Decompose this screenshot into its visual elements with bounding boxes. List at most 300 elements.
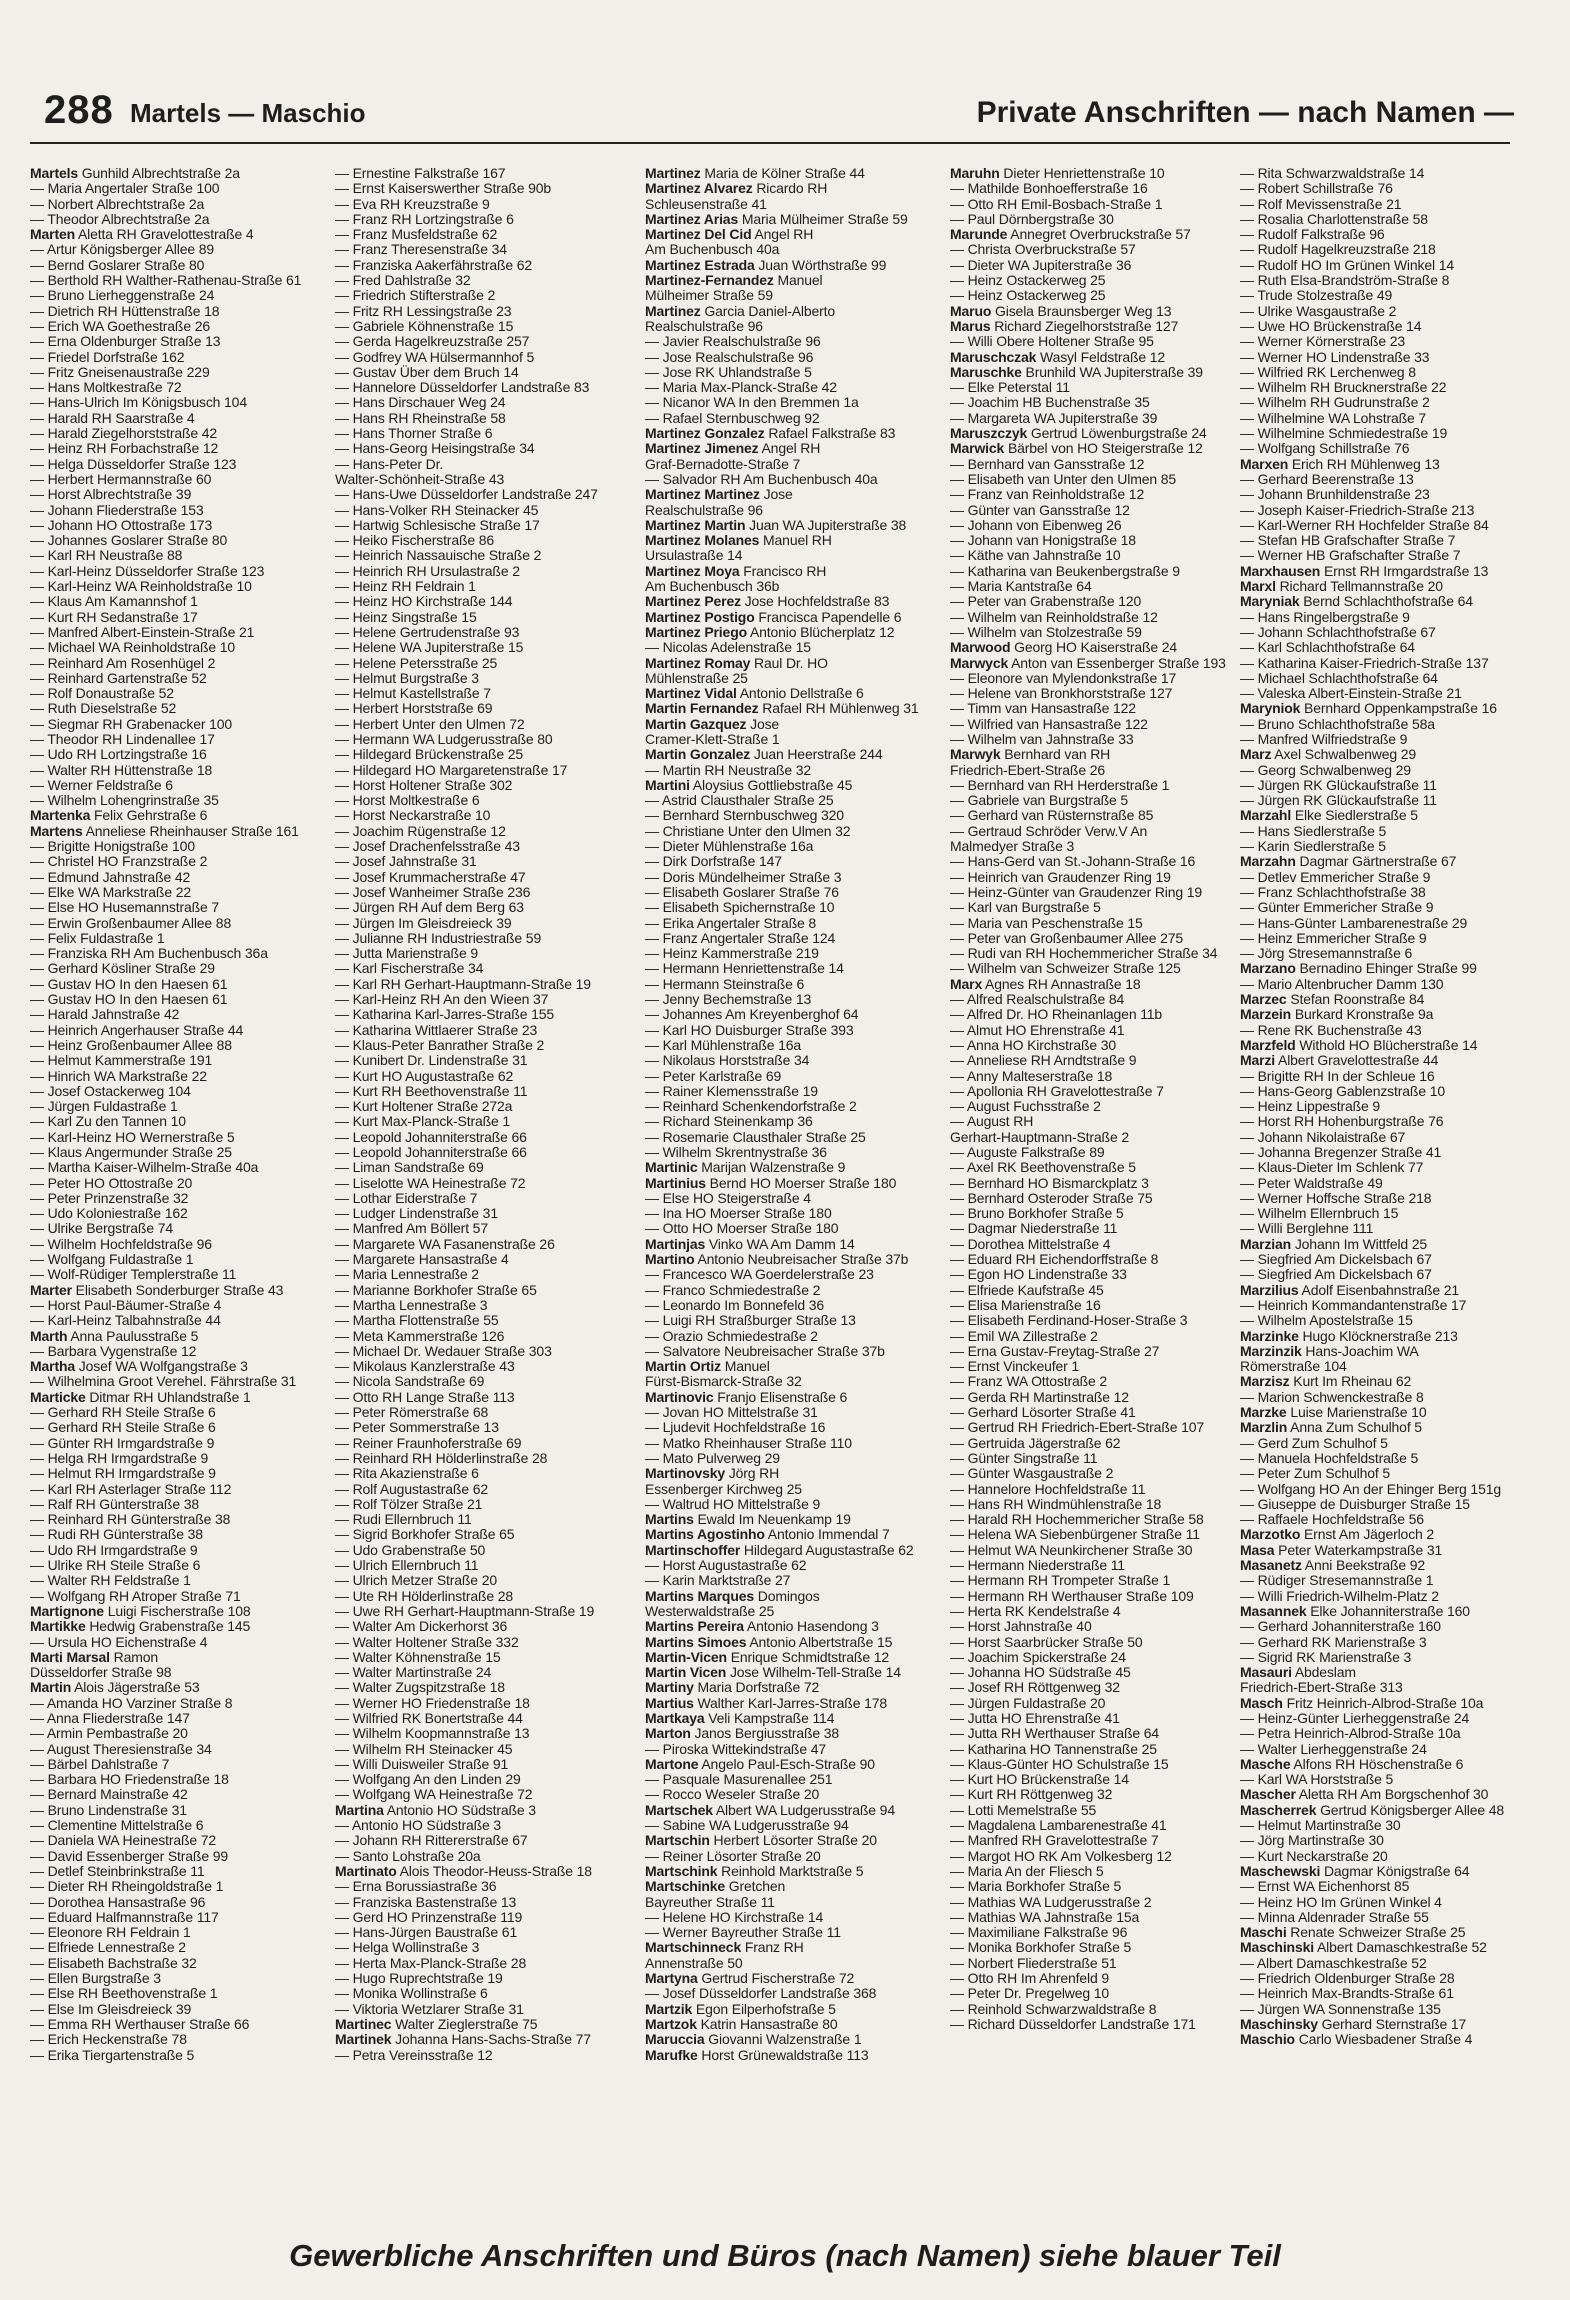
directory-entry bbox=[30, 1665, 330, 1680]
directory-entry bbox=[645, 1114, 945, 1129]
directory-entry bbox=[30, 1910, 330, 1925]
surname: Martinez Molanes bbox=[645, 533, 760, 549]
directory-entry bbox=[1240, 197, 1525, 212]
entry-details: — Else HO Husemannstraße 7 bbox=[30, 900, 220, 916]
directory-entry bbox=[645, 1145, 945, 1160]
directory-entry bbox=[335, 671, 635, 686]
directory-entry bbox=[645, 1619, 945, 1634]
entry-details: — Clementine Mittelstraße 6 bbox=[30, 1818, 204, 1834]
directory-entry bbox=[950, 732, 1250, 747]
directory-entry bbox=[950, 1956, 1250, 1971]
entry-details: — Wolf-Rüdiger Templerstraße 11 bbox=[30, 1267, 237, 1283]
surname: Marten bbox=[30, 227, 75, 243]
entry-details: — Mikolaus Kanzlerstraße 43 bbox=[335, 1359, 515, 1375]
directory-entry bbox=[1240, 273, 1525, 288]
directory-entry bbox=[30, 1512, 330, 1527]
directory-entry bbox=[30, 1069, 330, 1084]
entry-details: Bayreuther Straße 11 bbox=[645, 1894, 775, 1910]
directory-entry bbox=[950, 273, 1250, 288]
directory-entry bbox=[645, 288, 945, 303]
surname: Marzahl bbox=[1240, 808, 1292, 824]
entry-details: Annegret Overbruckstraße 57 bbox=[1007, 227, 1191, 243]
entry-details: Gertrud Fischerstraße 72 bbox=[697, 1971, 855, 1987]
directory-entry bbox=[645, 1206, 945, 1221]
entry-details: — Wilhelm RH Steinacker 45 bbox=[335, 1741, 513, 1757]
directory-entry bbox=[30, 1711, 330, 1726]
directory-entry bbox=[1240, 1772, 1525, 1787]
directory-entry bbox=[335, 594, 635, 609]
directory-entry bbox=[30, 1084, 330, 1099]
entry-details: — Axel RK Beethovenstraße 5 bbox=[950, 1160, 1136, 1176]
directory-entry bbox=[30, 1390, 330, 1405]
entry-details: — Gerhard Lösorter Straße 41 bbox=[950, 1405, 1136, 1421]
entry-details: — Brigitte RH In der Schleue 16 bbox=[1240, 1068, 1435, 1084]
entry-details: — Detlef Steinbrinkstraße 11 bbox=[30, 1863, 205, 1879]
directory-entry bbox=[335, 503, 635, 518]
directory-entry bbox=[335, 1986, 635, 2001]
directory-entry bbox=[645, 854, 945, 869]
directory-entry bbox=[950, 350, 1250, 365]
entry-details: — David Essenberger Straße 99 bbox=[30, 1848, 228, 1864]
entry-details: Herbert Lösorter Straße 20 bbox=[709, 1833, 877, 1849]
entry-details: Withold HO Blücherstraße 14 bbox=[1295, 1037, 1478, 1053]
directory-entry bbox=[950, 717, 1250, 732]
directory-entry bbox=[335, 1023, 635, 1038]
entry-details: — Rudolf Hagelkreuzstraße 218 bbox=[1240, 242, 1436, 258]
directory-entry bbox=[645, 1374, 945, 1389]
entry-details: — Daniela WA Heinestraße 72 bbox=[30, 1833, 217, 1849]
directory-entry bbox=[30, 1405, 330, 1420]
surname: Marzlin bbox=[1240, 1420, 1288, 1436]
directory-entry bbox=[1240, 227, 1525, 242]
entry-details: Antonio Neubreisacher Straße 37b bbox=[694, 1252, 909, 1268]
entry-details: — Jenny Bechemstraße 13 bbox=[645, 992, 812, 1008]
entry-details: — Hannelore Düsseldorfer Landstraße 83 bbox=[335, 380, 590, 396]
entry-details: — Monika Wollinstraße 6 bbox=[335, 1986, 488, 2002]
directory-entry bbox=[950, 1374, 1250, 1389]
entry-details: — Ruth Elsa-Brandström-Straße 8 bbox=[1240, 273, 1450, 289]
entry-details: — Auguste Falkstraße 89 bbox=[950, 1145, 1105, 1160]
entry-details: — Salvador RH Am Buchenbusch 40a bbox=[645, 471, 878, 487]
entry-details: — Peter Sommerstraße 13 bbox=[335, 1420, 499, 1436]
entry-details: — Manfred Wilfriedstraße 9 bbox=[1240, 731, 1408, 747]
directory-entry bbox=[30, 839, 330, 854]
directory-entry bbox=[335, 1099, 635, 1114]
directory-entry bbox=[30, 1986, 330, 2001]
directory-entry bbox=[30, 1237, 330, 1252]
surname: Martinez Vidal bbox=[645, 686, 737, 702]
directory-entry bbox=[30, 1971, 330, 1986]
entry-details: — Käthe van Jahnstraße 10 bbox=[950, 548, 1121, 564]
directory-entry bbox=[30, 1527, 330, 1542]
entry-details: — Gerhard RK Marienstraße 3 bbox=[1240, 1634, 1427, 1650]
entry-details: — Hans-Volker RH Steinacker 45 bbox=[335, 502, 539, 518]
directory-entry bbox=[30, 946, 330, 961]
entry-details: Angelo Paul-Esch-Straße 90 bbox=[698, 1756, 875, 1772]
directory-entry bbox=[950, 1298, 1250, 1313]
entry-details: Garcia Daniel-Alberto bbox=[700, 303, 836, 319]
entry-details: Bernhard Oppenkampstraße 16 bbox=[1300, 701, 1497, 717]
directory-entry bbox=[1240, 931, 1525, 946]
directory-entry bbox=[30, 365, 330, 380]
entry-details: — Gerd Zum Schulhof 5 bbox=[1240, 1435, 1388, 1451]
directory-entry bbox=[950, 640, 1250, 655]
entry-details: — Lotti Memelstraße 55 bbox=[950, 1802, 1097, 1818]
surname: Martinez Estrada bbox=[645, 257, 755, 273]
entry-details: — Werner Körnerstraße 23 bbox=[1240, 334, 1405, 350]
directory-entry bbox=[950, 441, 1250, 456]
directory-entry bbox=[950, 1466, 1250, 1481]
directory-entry bbox=[30, 1604, 330, 1619]
directory-entry bbox=[30, 2048, 330, 2063]
entry-details: — Reinhard Am Rosenhügel 2 bbox=[30, 655, 216, 671]
entry-details: — Maria Max-Planck-Straße 42 bbox=[645, 380, 837, 396]
directory-entry bbox=[335, 533, 635, 548]
directory-entry bbox=[950, 1283, 1250, 1298]
directory-entry bbox=[950, 1925, 1250, 1940]
entry-details: — Maria Angertaler Straße 100 bbox=[30, 181, 220, 197]
entry-details: — Hans-Jürgen Baustraße 61 bbox=[335, 1925, 518, 1941]
entry-details: — Kurt Neckarstraße 20 bbox=[1240, 1848, 1388, 1864]
entry-details: Burkard Kronstraße 9a bbox=[1291, 1007, 1434, 1023]
directory-entry bbox=[30, 778, 330, 793]
directory-entry bbox=[30, 1864, 330, 1879]
surname: Marx bbox=[950, 976, 983, 992]
entry-details: — Heinrich Kommandantenstraße 17 bbox=[1240, 1297, 1467, 1313]
surname: Maschinsky bbox=[1240, 2016, 1318, 2032]
entry-details: — Bruno Borkhofer Straße 5 bbox=[950, 1206, 1124, 1222]
entry-details: — Rudi Ellernbruch 11 bbox=[335, 1512, 472, 1528]
entry-details: — Johann RH Rittererstraße 67 bbox=[335, 1833, 528, 1849]
entry-details: — Dorothea Hansastraße 96 bbox=[30, 1894, 206, 1910]
directory-entry bbox=[645, 1680, 945, 1695]
directory-entry bbox=[30, 304, 330, 319]
directory-entry bbox=[335, 1420, 635, 1435]
entry-details: — Helene HO Kirchstraße 14 bbox=[645, 1909, 824, 1925]
entry-details: — Erika Angertaler Straße 8 bbox=[645, 915, 817, 931]
directory-entry bbox=[335, 1650, 635, 1665]
directory-entry bbox=[335, 1313, 635, 1328]
entry-details: Mühlenstraße 25 bbox=[645, 670, 748, 686]
entry-details: — Karl-Heinz Düsseldorfer Straße 123 bbox=[30, 563, 265, 579]
directory-entry bbox=[1240, 854, 1525, 869]
directory-entry bbox=[1240, 1405, 1525, 1420]
entry-details: — Jose Realschulstraße 96 bbox=[645, 349, 814, 365]
entry-details: — Eleonore RH Feldrain 1 bbox=[30, 1925, 191, 1941]
directory-entry bbox=[645, 686, 945, 701]
entry-details: — Ernst Vinckeufer 1 bbox=[950, 1359, 1080, 1375]
directory-entry bbox=[950, 1543, 1250, 1558]
directory-entry bbox=[950, 1099, 1250, 1114]
entry-details: — Maria van Peschenstraße 15 bbox=[950, 915, 1143, 931]
entry-details: Ricardo RH bbox=[752, 181, 828, 197]
entry-details: — Franziska RH Am Buchenbusch 36a bbox=[30, 946, 268, 962]
entry-details: — Hans-Günter Lambarenestraße 29 bbox=[1240, 915, 1468, 931]
entry-details: — Nicolas Adelenstraße 15 bbox=[645, 640, 811, 656]
entry-details: — Emma RH Werthauser Straße 66 bbox=[30, 2016, 250, 2032]
directory-entry bbox=[645, 931, 945, 946]
directory-entry bbox=[645, 1267, 945, 1282]
directory-entry bbox=[1240, 212, 1525, 227]
entry-details: — Gerda Hagelkreuzstraße 257 bbox=[335, 334, 530, 350]
entry-details: — Helmut Kammerstraße 191 bbox=[30, 1053, 213, 1069]
entry-details: — Elisabeth Ferdinand-Hoser-Straße 3 bbox=[950, 1313, 1188, 1329]
entry-details: — Dagmar Niederstraße 11 bbox=[950, 1221, 1118, 1237]
entry-details: Agnes RH Annastraße 18 bbox=[982, 976, 1141, 992]
entry-details: — Marion Schwenckestraße 8 bbox=[1240, 1389, 1424, 1405]
directory-entry bbox=[30, 2017, 330, 2032]
surname: Maryniak bbox=[1240, 594, 1300, 610]
entry-details: — Hans Moltkestraße 72 bbox=[30, 380, 182, 396]
entry-details: — Udo Koloniestraße 162 bbox=[30, 1206, 188, 1222]
directory-entry bbox=[335, 288, 635, 303]
entry-details: — Udo Grabenstraße 50 bbox=[335, 1542, 486, 1558]
entry-details: — Mathias WA Jahnstraße 15a bbox=[950, 1909, 1140, 1925]
entry-details: — Wolfgang Schillstraße 76 bbox=[1240, 441, 1410, 457]
directory-entry bbox=[335, 1696, 635, 1711]
entry-details: — Wolfgang An den Linden 29 bbox=[335, 1772, 521, 1788]
directory-entry bbox=[950, 1084, 1250, 1099]
entry-details: Angel RH bbox=[758, 441, 821, 457]
directory-entry bbox=[1240, 365, 1525, 380]
entry-details: — Jürgen RK Glückaufstraße 11 bbox=[1240, 793, 1437, 809]
directory-entry bbox=[335, 212, 635, 227]
entry-details: Am Buchenbusch 40a bbox=[645, 242, 780, 258]
directory-entry bbox=[950, 457, 1250, 472]
entry-details: Gisela Braunsberger Weg 13 bbox=[991, 303, 1172, 319]
entry-details: — Albert Damaschkestraße 52 bbox=[1240, 1955, 1427, 1971]
directory-entry bbox=[950, 1940, 1250, 1955]
directory-entry bbox=[645, 1711, 945, 1726]
entry-details: — Else Im Gleisdreieck 39 bbox=[30, 2001, 192, 2017]
directory-entry bbox=[645, 1757, 945, 1772]
entry-details: — Gustav Über dem Bruch 14 bbox=[335, 364, 519, 380]
entry-details: Hugo Klöcknerstraße 213 bbox=[1298, 1328, 1458, 1344]
directory-entry bbox=[1240, 1191, 1525, 1206]
directory-entry bbox=[1240, 319, 1525, 334]
entry-details: — Kurt Holtener Straße 272a bbox=[335, 1099, 513, 1115]
directory-entry bbox=[335, 1145, 635, 1160]
entry-details: — Erwin Großenbaumer Allee 88 bbox=[30, 915, 232, 931]
directory-entry bbox=[950, 1206, 1250, 1221]
entry-details: Horst Grünewaldstraße 113 bbox=[697, 2047, 869, 2063]
entry-details: — Kurt RH Röttgenweg 32 bbox=[950, 1787, 1113, 1803]
directory-entry bbox=[645, 2017, 945, 2032]
entry-details: — Klaus Am Kamannshof 1 bbox=[30, 594, 198, 610]
directory-entry bbox=[1240, 1482, 1525, 1497]
entry-details: — Uwe RH Gerhart-Hauptmann-Straße 19 bbox=[335, 1603, 595, 1619]
directory-entry bbox=[1240, 1007, 1525, 1022]
directory-entry bbox=[950, 1573, 1250, 1588]
directory-entry bbox=[1240, 1237, 1525, 1252]
entry-details: — Ernst Kaiserswerther Straße 90b bbox=[335, 181, 552, 197]
entry-details: — Alfred Realschulstraße 84 bbox=[950, 992, 1125, 1008]
directory-entry bbox=[30, 1007, 330, 1022]
directory-entry bbox=[335, 900, 635, 915]
directory-entry bbox=[950, 1497, 1250, 1512]
surname: Martin bbox=[30, 1680, 72, 1696]
entry-details: Jörg RH bbox=[725, 1466, 780, 1482]
entry-details: Manuel RH bbox=[759, 533, 832, 549]
directory-entry bbox=[335, 1527, 635, 1542]
entry-details: Hans-Joachim WA bbox=[1301, 1343, 1419, 1359]
entry-details: Walther Karl-Jarres-Straße 178 bbox=[693, 1695, 887, 1711]
entry-details: — Rudolf Falkstraße 96 bbox=[1240, 227, 1385, 243]
directory-entry bbox=[1240, 1436, 1525, 1451]
directory-entry bbox=[335, 1665, 635, 1680]
entry-details: — Hans-Gerd van St.-Johann-Straße 16 bbox=[950, 854, 1196, 870]
directory-entry bbox=[950, 197, 1250, 212]
entry-details: — Jörg Martinstraße 30 bbox=[1240, 1833, 1384, 1849]
entry-details: — Wilhelm van Reinholdstraße 12 bbox=[950, 609, 1158, 625]
entry-details: — Trude Stolzestraße 49 bbox=[1240, 288, 1393, 304]
directory-entry bbox=[30, 1940, 330, 1955]
directory-entry bbox=[1240, 1956, 1525, 1971]
entry-details: — Luigi RH Straßburger Straße 13 bbox=[645, 1313, 856, 1329]
directory-entry bbox=[30, 824, 330, 839]
entry-details: — Franziska Bastenstraße 13 bbox=[335, 1894, 517, 1910]
directory-entry bbox=[1240, 1176, 1525, 1191]
entry-details: — Peter Römerstraße 68 bbox=[335, 1405, 489, 1421]
directory-entry bbox=[950, 564, 1250, 579]
entry-details: — Bruno Lierheggenstraße 24 bbox=[30, 288, 215, 304]
directory-entry bbox=[950, 1619, 1250, 1634]
entry-details: — Mato Pulverweg 29 bbox=[645, 1450, 780, 1466]
entry-details: — Josef Jahnstraße 31 bbox=[335, 854, 477, 870]
surname: Marth bbox=[30, 1328, 68, 1344]
directory-entry bbox=[950, 610, 1250, 625]
entry-details: — Günter van Gansstraße 12 bbox=[950, 502, 1130, 518]
entry-details: — Mathilde Bonhoefferstraße 16 bbox=[950, 181, 1148, 197]
directory-entry bbox=[1240, 824, 1525, 839]
entry-details: — Werner HO Lindenstraße 33 bbox=[1240, 349, 1430, 365]
page-header bbox=[44, 88, 1514, 138]
directory-entry bbox=[645, 900, 945, 915]
surname: Martius bbox=[645, 1695, 694, 1711]
directory-entry bbox=[30, 548, 330, 563]
directory-entry bbox=[335, 1191, 635, 1206]
directory-entry bbox=[645, 1390, 945, 1405]
entry-details: Francisco RH bbox=[739, 563, 827, 579]
directory-entry bbox=[1240, 2017, 1525, 2032]
entry-details: — Pasquale Masurenallee 251 bbox=[645, 1772, 833, 1788]
directory-entry bbox=[30, 1849, 330, 1864]
directory-entry bbox=[1240, 1313, 1525, 1328]
entry-details: — Bruno Lindenstraße 31 bbox=[30, 1802, 187, 1818]
entry-details: — Katharina HO Tannenstraße 25 bbox=[950, 1741, 1157, 1757]
entry-details: Gerhart-Hauptmann-Straße 2 bbox=[950, 1129, 1129, 1145]
entry-details: — Rudi van RH Hochemmericher Straße 34 bbox=[950, 946, 1218, 962]
directory-entry bbox=[950, 839, 1250, 854]
entry-details: — Astrid Clausthaler Straße 25 bbox=[645, 793, 834, 809]
surname: Martins Pereira bbox=[645, 1619, 744, 1635]
directory-entry bbox=[30, 1497, 330, 1512]
directory-entry bbox=[30, 1879, 330, 1894]
directory-entry bbox=[645, 701, 945, 716]
directory-entry bbox=[950, 1635, 1250, 1650]
directory-entry bbox=[30, 1176, 330, 1191]
directory-entry bbox=[335, 701, 635, 716]
entry-details: Veli Kampstraße 114 bbox=[704, 1710, 835, 1726]
surname: Martinez Martinez bbox=[645, 487, 760, 503]
directory-entry bbox=[30, 1252, 330, 1267]
directory-entry bbox=[335, 1252, 635, 1267]
entry-details: — Ernestine Falkstraße 167 bbox=[335, 166, 506, 181]
entry-details: — Dorothea Mittelstraße 4 bbox=[950, 1236, 1111, 1252]
directory-entry bbox=[1240, 900, 1525, 915]
directory-entry bbox=[30, 258, 330, 273]
entry-details: — Margarete WA Fasanenstraße 26 bbox=[335, 1236, 555, 1252]
entry-details: Johann Im Wittfeld 25 bbox=[1291, 1236, 1428, 1252]
surname: Martinez Del Cid bbox=[645, 227, 752, 243]
entry-details: — Manfred Albert-Einstein-Straße 21 bbox=[30, 624, 255, 640]
directory-entry bbox=[645, 717, 945, 732]
directory-entry bbox=[1240, 1527, 1525, 1542]
directory-entry bbox=[30, 1053, 330, 1068]
entry-details: — Wilhelm Lohengrinstraße 35 bbox=[30, 793, 219, 809]
entry-details: Juan WA Jupiterstraße 38 bbox=[745, 517, 907, 533]
directory-entry bbox=[335, 824, 635, 839]
entry-details: — Walter Martinstraße 24 bbox=[335, 1665, 492, 1681]
directory-entry bbox=[1240, 1374, 1525, 1389]
entry-details: — Jutta Marienstraße 9 bbox=[335, 946, 478, 962]
directory-entry bbox=[30, 1956, 330, 1971]
surname: Martin Vicen bbox=[645, 1665, 727, 1681]
entry-details: — Gerhard Kösliner Straße 29 bbox=[30, 961, 215, 977]
directory-entry bbox=[645, 961, 945, 976]
directory-entry bbox=[335, 1971, 635, 1986]
directory-entry bbox=[1240, 258, 1525, 273]
directory-entry bbox=[30, 916, 330, 931]
directory-entry bbox=[645, 916, 945, 931]
directory-entry bbox=[30, 380, 330, 395]
directory-entry bbox=[645, 1053, 945, 1068]
entry-details: Realschulstraße 96 bbox=[645, 502, 763, 518]
directory-entry bbox=[645, 594, 945, 609]
entry-details: — Kurt RH Beethovenstraße 11 bbox=[335, 1083, 528, 1099]
entry-details: Marijan Walzenstraße 9 bbox=[697, 1160, 846, 1176]
entry-details: Alfons RH Höschenstraße 6 bbox=[1290, 1756, 1464, 1772]
entry-details: — Klaus-Peter Banrather Straße 2 bbox=[335, 1037, 545, 1053]
directory-entry bbox=[30, 1436, 330, 1451]
entry-details: — Wilhelmina Groot Verehel. Fährstraße 31 bbox=[30, 1374, 297, 1390]
surname: Masche bbox=[1240, 1756, 1291, 1772]
directory-entry bbox=[30, 1619, 330, 1634]
directory-entry bbox=[335, 1543, 635, 1558]
directory-entry bbox=[30, 1344, 330, 1359]
directory-entry bbox=[30, 717, 330, 732]
entry-details: — Gabriele van Burgstraße 5 bbox=[950, 793, 1129, 809]
entry-details: — Hans-Ulrich Im Königsbusch 104 bbox=[30, 395, 247, 411]
entry-details: — Herbert Unter den Ulmen 72 bbox=[335, 716, 525, 732]
directory-entry bbox=[950, 365, 1250, 380]
entry-details: — Elfriede Lennestraße 2 bbox=[30, 1940, 186, 1956]
directory-entry bbox=[335, 1237, 635, 1252]
entry-details: Gertrud Löwenburgstraße 24 bbox=[1027, 426, 1207, 442]
directory-entry bbox=[1240, 350, 1525, 365]
entry-details: Anton van Essenberger Straße 193 bbox=[1008, 655, 1226, 671]
entry-details: — Josef Drachenfelsstraße 43 bbox=[335, 839, 520, 855]
entry-details: — Gertruida Jägerstraße 62 bbox=[950, 1435, 1121, 1451]
directory-entry bbox=[645, 1084, 945, 1099]
entry-details: — Gerhard van Rüsternstraße 85 bbox=[950, 808, 1154, 824]
directory-entry bbox=[950, 334, 1250, 349]
entry-details: — Sabine WA Ludgerusstraße 94 bbox=[645, 1818, 849, 1834]
directory-entry bbox=[645, 457, 945, 472]
entry-details: — Liman Sandstraße 69 bbox=[335, 1160, 484, 1176]
entry-details: — Francesco WA Goerdelerstraße 23 bbox=[645, 1267, 874, 1283]
directory-entry bbox=[645, 656, 945, 671]
